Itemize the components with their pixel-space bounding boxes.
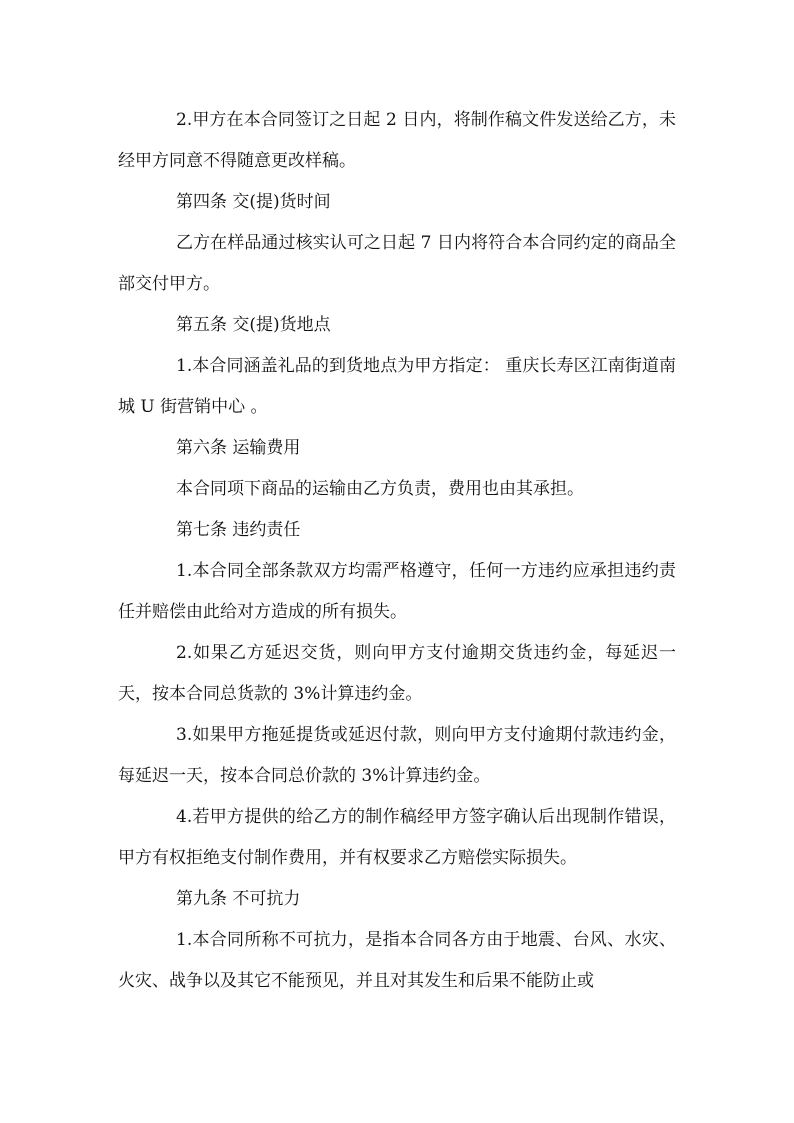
article-5-heading: 第五条 交(提)货地点 [176, 315, 331, 335]
article-7-item-4: 4.若甲方提供的给乙方的制作稿经甲方签字确认后出现制作错误，甲方有权拒绝支付制作费用，并有权要求乙方赔偿实际损失。 [118, 807, 676, 868]
article-4-body: 乙方在样品通过核实认可之日起 7 日内将符合本合同约定的商品全部交付甲方。 [118, 233, 676, 294]
article-7-item-2: 2.如果乙方延迟交货，则向甲方支付逾期交货违约金，每延迟一天，按本合同总货款的 3%计算违约金。 [118, 643, 676, 704]
article-6-body: 本合同项下商品的运输由乙方负责，费用也由其承担。 [176, 479, 584, 499]
article-4-heading: 第四条 交(提)货时间 [176, 192, 331, 212]
article-9-item-1: 1.本合同所称不可抗力，是指本合同各方由于地震、台风、水灾、火灾、战争以及其它不能预见，并且对其发生和后果不能防止或 [118, 930, 676, 991]
document-body [118, 100, 676, 1002]
article-9-heading: 第九条 不可抗力 [176, 889, 301, 909]
article-7-heading: 第七条 违约责任 [176, 520, 301, 540]
article-7-item-1: 1.本合同全部条款双方均需严格遵守，任何一方违约应承担违约责任并赔偿由此给对方造成的所有损失。 [118, 561, 676, 622]
article-7-item-3: 3.如果甲方拖延提货或延迟付款，则向甲方支付逾期付款违约金，每延迟一天，按本合同总价款的 3%计算违约金。 [118, 725, 676, 786]
article-5-item-1: 1.本合同涵盖礼品的到货地点为甲方指定： 重庆长寿区江南街道南城 U 街营销中心 。 [118, 356, 676, 417]
article-6-heading: 第六条 运输费用 [176, 438, 301, 458]
clause-3-item-2: 2.甲方在本合同签订之日起 2 日内，将制作稿文件发送给乙方，未经甲方同意不得随意更改样稿。 [118, 110, 676, 171]
